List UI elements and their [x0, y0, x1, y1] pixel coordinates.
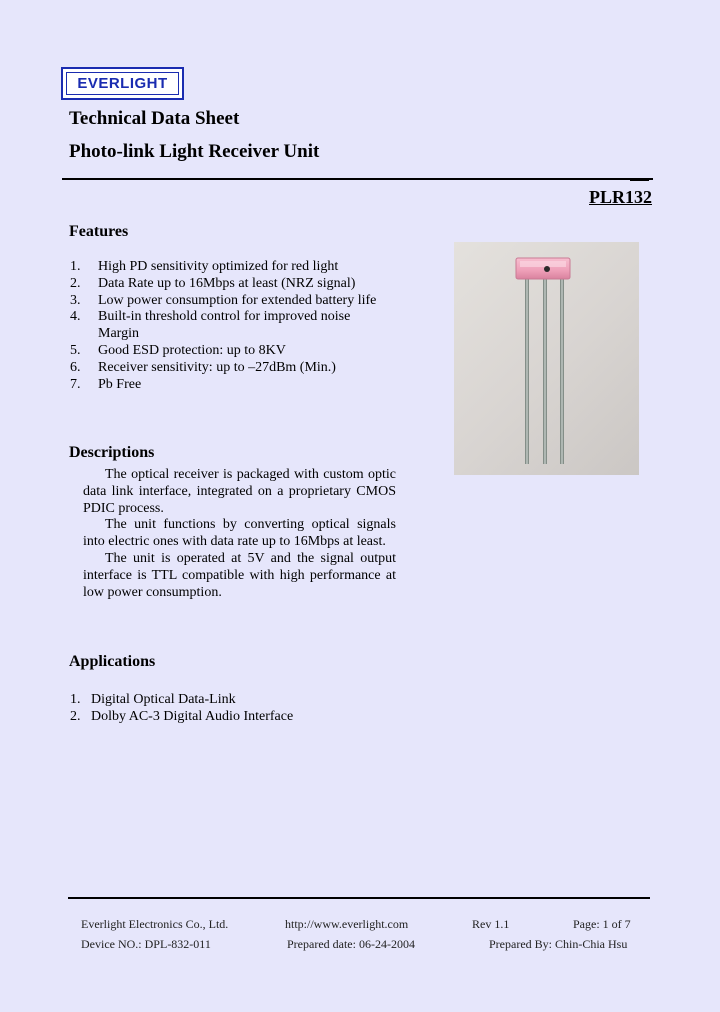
description-paragraph: The optical receiver is packaged with custom optic data link interface, integrated on a proprietary CMOS PDIC process. — [83, 467, 396, 516]
list-item — [70, 360, 380, 377]
list-item — [70, 377, 380, 394]
footer-prepared-by: Prepared By: Chin-Chia Hsu — [489, 937, 628, 951]
applications-heading: Applications — [69, 653, 156, 670]
header-divider — [62, 178, 653, 180]
footer-prepared-date: Prepared date: 06-24-2004 — [287, 937, 415, 951]
list-item — [70, 343, 380, 360]
description-paragraph: The unit is operated at 5V and the signal output interface is TTL compatible with high performance at low power consumption. — [83, 550, 396, 600]
list-item-text: High PD sensitivity optimized for red light — [98, 259, 339, 274]
lead-pin-3 — [560, 276, 564, 464]
description-paragraph: The unit functions by converting optical signals into electric ones with data rate up to 16Mbps at least. — [83, 517, 396, 550]
features-list — [70, 259, 380, 393]
list-item-text: Built-in threshold control for improved noise Margin — [98, 309, 351, 342]
footer-company: Everlight Electronics Co., Ltd. — [81, 917, 229, 931]
descriptions-heading: Descriptions — [69, 444, 155, 461]
list-item-text: Pb Free — [98, 376, 142, 392]
list-item-number: 1. — [70, 259, 81, 274]
footer-page-number: Page: 1 of 7 — [573, 917, 631, 931]
list-item — [70, 309, 380, 343]
list-item-number: 2. — [70, 275, 81, 291]
list-item-number: 1. — [70, 692, 81, 707]
list-item-number: 2. — [70, 708, 81, 724]
list-item-text: Good ESD protection: up to 8KV — [98, 342, 286, 358]
footer-device-number: Device NO.: DPL-832-011 — [81, 937, 211, 951]
list-item — [70, 276, 380, 293]
list-item-text: Data Rate up to 16Mbps at least (NRZ signal) — [98, 275, 356, 291]
list-item — [70, 692, 293, 709]
everlight-logo — [61, 67, 184, 100]
list-item — [70, 259, 380, 276]
part-number-tick — [630, 180, 649, 181]
part-number: PLR132 — [589, 187, 652, 207]
list-item-number: 7. — [70, 376, 81, 392]
lead-pin-2 — [543, 276, 547, 464]
applications-list — [70, 692, 293, 726]
footer-url[interactable]: http://www.everlight.com — [285, 917, 409, 931]
list-item-number: 5. — [70, 342, 81, 358]
receiver-illustration — [454, 242, 639, 475]
footer-divider — [68, 897, 650, 899]
product-title: Photo-link Light Receiver Unit — [69, 141, 320, 162]
footer-revision: Rev 1.1 — [472, 917, 510, 931]
list-item-number: 4. — [70, 309, 81, 325]
list-item — [70, 293, 380, 310]
list-item-number: 3. — [70, 292, 81, 308]
features-heading: Features — [69, 223, 129, 240]
list-item-text: Dolby AC-3 Digital Audio Interface — [91, 708, 294, 724]
list-item-text: Receiver sensitivity: up to –27dBm (Min.) — [98, 359, 336, 375]
lens-dot — [544, 266, 550, 272]
list-item-text: Low power consumption for extended battery life — [98, 292, 377, 308]
product-photo — [454, 242, 639, 475]
list-item-number: 6. — [70, 359, 81, 375]
list-item — [70, 709, 293, 726]
lead-pin-1 — [525, 276, 529, 464]
logo-text: EVERLIGHT — [66, 72, 179, 95]
descriptions-body — [83, 467, 396, 601]
list-item-text: Digital Optical Data-Link — [91, 692, 236, 707]
document-title: Technical Data Sheet — [69, 108, 240, 129]
body-highlight — [520, 261, 566, 267]
